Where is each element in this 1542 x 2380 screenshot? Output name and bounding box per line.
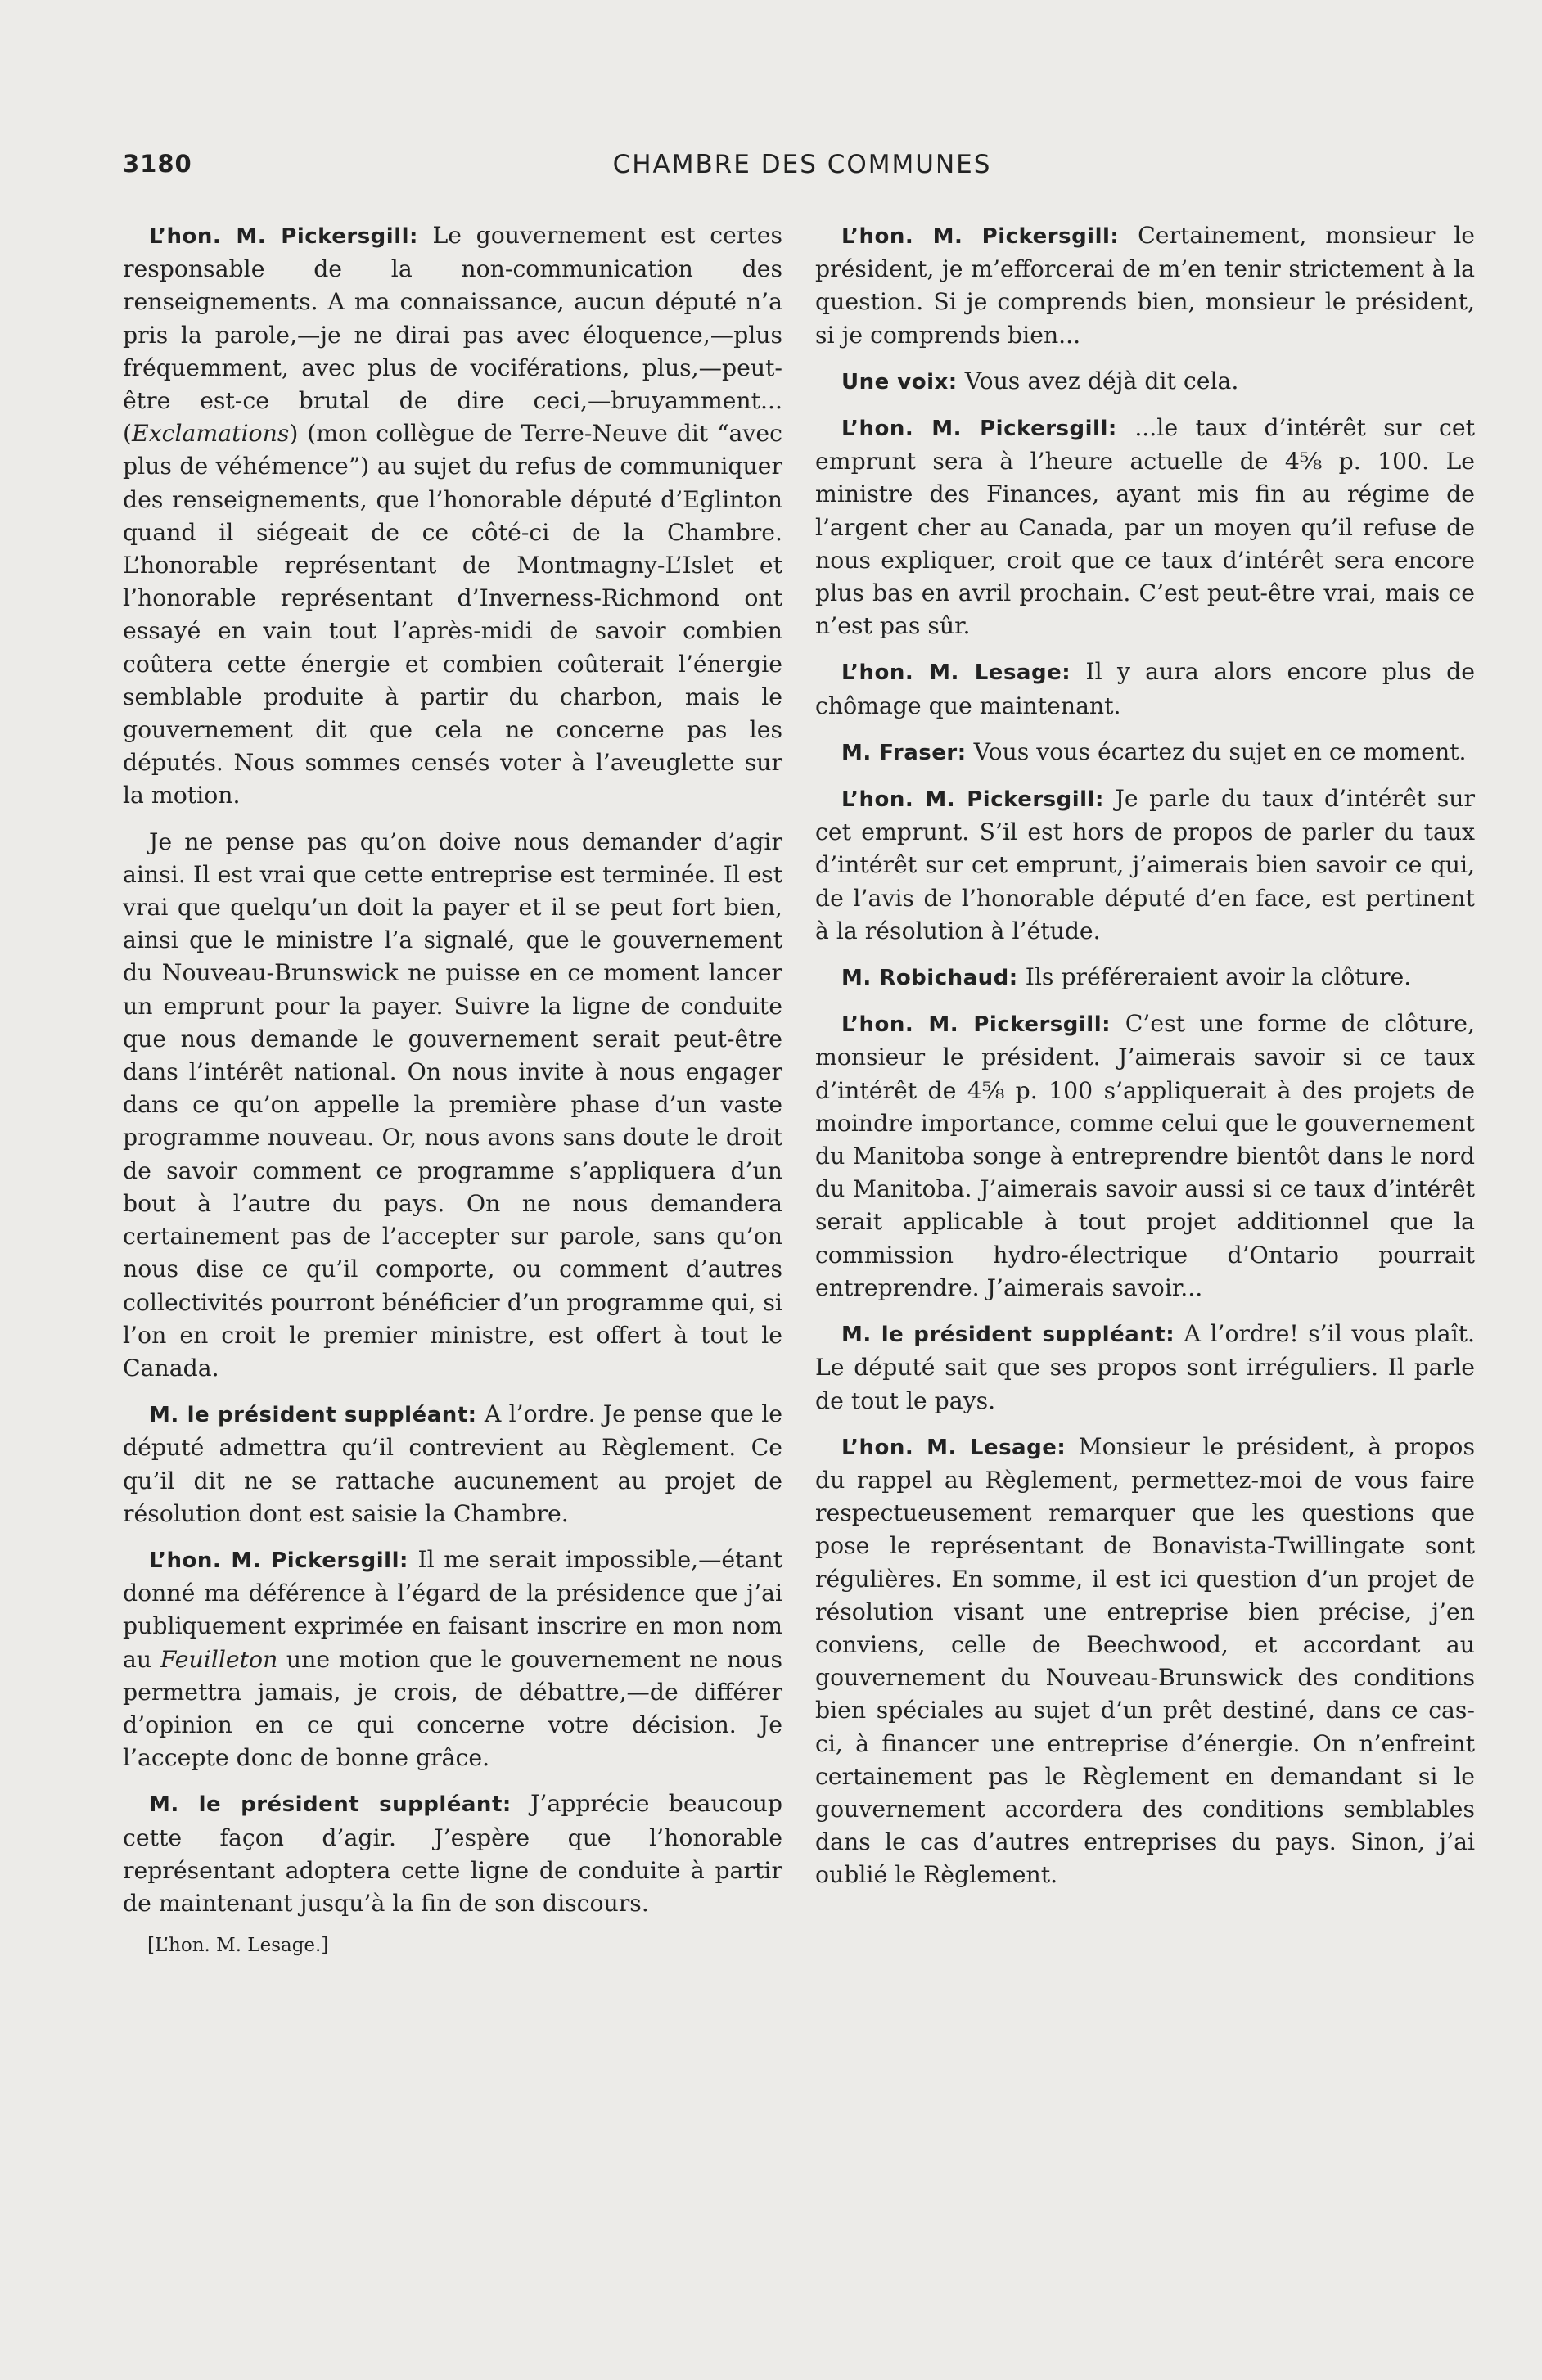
speaker-name: M. le président suppléant: [149, 1403, 477, 1428]
paragraph-text: Le gouvernement est certes responsable de la non-communication des renseignements. A ma connaissance, aucun député n’a pris la parole,—je ne dirai pas avec éloquence,—plus fréquemment, avec plus de vociférations, plus,—peut-être est-ce brutal de dire ceci,—bruyamment... ( [123, 222, 782, 448]
paragraph-text: C’est une forme de clôture, monsieur le président. J’aimerais savoir si ce taux d’intérêt de 4⅝ p. 100 s’appliquerait à des projets de moindre importance, comme celui que le gouvernement du Manitoba songe à entreprendre bientôt dans le nord du Manitoba. J’aimerais savoir aussi si ce taux d’intérêt serait applicable à tout projet additionnel que la commission hydro-électrique d’Ontario pourrait entreprendre. J’aimerais savoir... [815, 1010, 1476, 1301]
running-title: CHAMBRE DES COMMUNES [612, 150, 992, 179]
paragraph-text: Il me serait impossible,—étant donné ma déférence à l’égard de la présidence que j’ai publiquement exprimée en faisant inscrire en mon nom au [123, 1545, 782, 1673]
paragraph-text: Monsieur le président, à propos du rappel au Règlement, permettez-moi de vous faire respectueusement remarquer que les questions que pose le représentant de Bonavista-Twillingate sont régulières. En somme, il est ici question d’un projet de résolution visant une entreprise bien précise, j’en conviens, celle de Beechwood, et accordant au gouvernement du Nouveau-Brunswick des conditions bien spéciales au sujet d’un prêt destiné, dans ce cas-ci, à financer une entreprise d’énergie. On n’enfreint certainement pas le Règlement en demandant si le gouvernement accordera des conditions semblables dans le cas d’autres entreprises du pays. Sinon, j’ai oublié le Règlement. [815, 1432, 1475, 1889]
speaker-name: L’hon. M. Pickersgill: [841, 787, 1104, 813]
speaker-name: L’hon. M. Pickersgill: [841, 224, 1120, 249]
italic-text: Feuilleton [160, 1645, 278, 1673]
left-column [123, 219, 782, 1958]
paragraph [815, 961, 1475, 994]
paragraph [815, 736, 1475, 769]
paragraph-text: A l’ordre. Je pense que le député admettra qu’il contrevient au Règlement. Ce qu’il dit ne se rattache aucunement au projet de résolution dont est saisie la Chambre. [123, 1400, 782, 1527]
paragraph-text: ) (mon collègue de Terre-Neuve dit “avec plus de véhémence”) au sujet du refus de communiquer des renseignements, que l’honorable député d’Eglinton quand il siégeait de ce côté-ci de la Chambre. L’honorable représentant de Montmagny-L’Islet et l’honorable représentant d’Inverness-Richmond ont essayé en vain tout l’après-midi de savoir combien coûtera cette énergie et combien coûterait l’énergie semblable produite à partir du charbon, mais le gouvernement dit que cela ne concerne pas les députés. Nous sommes censés voter à l’aveuglette sur la motion. [123, 420, 782, 809]
paragraph-text: J’apprécie beaucoup cette façon d’agir. J’espère que l’honorable représentant adoptera cette ligne de conduite à partir de maintenant jusqu’à la fin de son discours. [123, 1790, 782, 1917]
speaker-name: L’hon. M. Pickersgill: [149, 1548, 408, 1573]
speaker-name: L’hon. M. Lesage: [841, 1435, 1066, 1460]
speaker-name: M. Robichaud: [841, 966, 1018, 991]
paragraph-text: Il y aura alors encore plus de chômage que maintenant. [815, 658, 1475, 719]
paragraph [123, 1787, 782, 1920]
page-number: 3180 [123, 150, 192, 178]
paragraph-text: Je parle du taux d’intérêt sur cet emprunt. S’il est hors de propos de parler du taux d’intérêt sur cet emprunt, j’aimerais bien savoir ce qui, de l’avis de l’honorable député d’en face, est pertinent à la résolution à l’étude. [815, 785, 1475, 944]
paragraph [123, 1544, 782, 1774]
column-footer-attribution: [L’hon. M. Lesage.] [147, 1935, 329, 1957]
paragraph [815, 656, 1475, 722]
speaker-name: L’hon. M. Pickersgill: [149, 224, 418, 249]
paragraph-text: Ils préféreraient avoir la clôture. [1025, 963, 1412, 991]
speaker-name: L’hon. M. Pickersgill: [841, 1012, 1111, 1038]
paragraph-text: Certainement, monsieur le président, je m’efforcerai de m’en tenir strictement à la question. Si je comprends bien, monsieur le président, si je comprends bien... [815, 222, 1475, 349]
paragraph [815, 1431, 1475, 1892]
paragraph [815, 782, 1475, 948]
speaker-name: L’hon. M. Pickersgill: [841, 417, 1117, 442]
italic-text: Exclamations [132, 420, 290, 448]
paragraph [815, 412, 1475, 642]
paragraph-text: Vous vous écartez du sujet en ce moment. [973, 737, 1467, 765]
paragraph-text: ...le taux d’intérêt sur cet emprunt sera à l’heure actuelle de 4⅝ p. 100. Le ministre des Finances, ayant mis fin au régime de l’argent cher au Canada, par un moyen qu’il refuse de nous expliquer, croit que ce taux d’intérêt sera encore plus bas en avril prochain. C’est peut-être vrai, mais ce n’est pas sûr. [815, 414, 1475, 640]
right-column [815, 219, 1475, 1905]
paragraph-text: A l’ordre! s’il vous plaît. Le député sait que ses propos sont irréguliers. Il parle de tout le pays. [815, 1320, 1475, 1414]
paragraph [123, 219, 782, 813]
paragraph-text: Je ne pense pas qu’on doive nous demander d’agir ainsi. Il est vrai que cette entreprise est terminée. Il est vrai que quelqu’un doit la payer et il se peut fort bien, ainsi que le ministre l’a signalé, que le gouvernement du Nouveau-Brunswick ne puisse en ce moment lancer un emprunt pour la payer. Suivre la ligne de conduite que nous demande le gouvernement serait peut-être dans l’intérêt national. On nous invite à nous engager dans ce qu’on appelle la première phase d’un vaste programme nouveau. Or, nous avons sans doute le droit de savoir comment ce programme s’appliquera d’un bout à l’autre du pays. On ne nous demandera certainement pas de l’accepter sur parole, sans qu’on nous dise ce qu’il comporte, ou comment d’autres collectivités pourront bénéficier d’un programme qui, si l’on en croit le premier ministre, est offert à tout le Canada. [123, 827, 782, 1382]
speaker-name: L’hon. M. Lesage: [841, 660, 1071, 686]
paragraph-text: Vous avez déjà dit cela. [964, 367, 1239, 394]
speaker-name: M. le président suppléant: [149, 1792, 512, 1818]
page-header [123, 150, 1481, 191]
speaker-name: M. Fraser: [841, 740, 967, 765]
paragraph [815, 1007, 1475, 1305]
paragraph [123, 1398, 782, 1530]
paragraph [815, 219, 1475, 352]
speaker-name: M. le président suppléant: [841, 1323, 1175, 1348]
paragraph [815, 1318, 1475, 1418]
paragraph-text: une motion que le gouvernement ne nous permettra jamais, je crois, de débattre,—de différer d’opinion en ce qui concerne votre décision. Je l’accepte donc de bonne grâce. [123, 1645, 783, 1772]
speaker-name: Une voix: [841, 369, 958, 394]
paragraph [815, 365, 1475, 399]
paragraph [123, 826, 782, 1385]
